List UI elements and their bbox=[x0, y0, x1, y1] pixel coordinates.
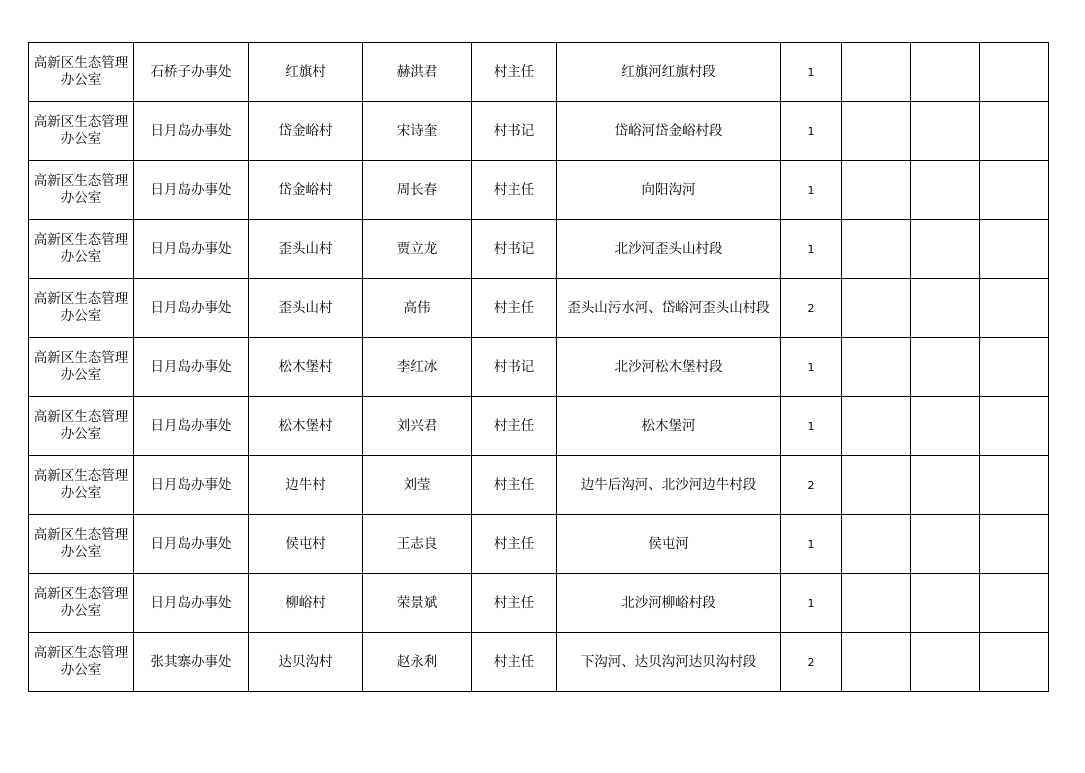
department-cell: 高新区生态管理办公室 bbox=[29, 515, 134, 574]
empty-cell bbox=[911, 161, 980, 220]
position-cell: 村主任 bbox=[472, 397, 557, 456]
office-cell: 日月岛办事处 bbox=[134, 279, 249, 338]
village-cell: 岱金峪村 bbox=[249, 102, 363, 161]
empty-cell bbox=[842, 102, 911, 161]
empty-cell bbox=[980, 43, 1049, 102]
river-section-cell: 歪头山污水河、岱峪河歪头山村段 bbox=[557, 279, 781, 338]
village-cell: 边牛村 bbox=[249, 456, 363, 515]
empty-cell bbox=[911, 456, 980, 515]
empty-cell bbox=[911, 338, 980, 397]
position-cell: 村主任 bbox=[472, 574, 557, 633]
table-row bbox=[29, 515, 1049, 574]
empty-cell bbox=[842, 574, 911, 633]
empty-cell bbox=[980, 102, 1049, 161]
river-section-cell: 侯屯河 bbox=[557, 515, 781, 574]
count-cell: 1 bbox=[781, 43, 842, 102]
table-row bbox=[29, 102, 1049, 161]
person-name-cell: 荣景斌 bbox=[363, 574, 472, 633]
empty-cell bbox=[911, 220, 980, 279]
table-row bbox=[29, 633, 1049, 692]
river-section-cell: 下沟河、达贝沟河达贝沟村段 bbox=[557, 633, 781, 692]
village-cell: 松木堡村 bbox=[249, 397, 363, 456]
empty-cell bbox=[911, 574, 980, 633]
department-cell: 高新区生态管理办公室 bbox=[29, 161, 134, 220]
table-row bbox=[29, 43, 1049, 102]
empty-cell bbox=[842, 43, 911, 102]
empty-cell bbox=[911, 397, 980, 456]
person-name-cell: 宋诗奎 bbox=[363, 102, 472, 161]
table-body bbox=[29, 43, 1049, 692]
person-name-cell: 赫洪君 bbox=[363, 43, 472, 102]
office-cell: 张其寨办事处 bbox=[134, 633, 249, 692]
department-cell: 高新区生态管理办公室 bbox=[29, 102, 134, 161]
office-cell: 日月岛办事处 bbox=[134, 102, 249, 161]
person-name-cell: 王志良 bbox=[363, 515, 472, 574]
department-cell: 高新区生态管理办公室 bbox=[29, 220, 134, 279]
person-name-cell: 周长春 bbox=[363, 161, 472, 220]
empty-cell bbox=[842, 456, 911, 515]
count-cell: 1 bbox=[781, 102, 842, 161]
river-section-cell: 松木堡河 bbox=[557, 397, 781, 456]
department-cell: 高新区生态管理办公室 bbox=[29, 633, 134, 692]
empty-cell bbox=[980, 220, 1049, 279]
person-name-cell: 赵永利 bbox=[363, 633, 472, 692]
river-section-cell: 北沙河松木堡村段 bbox=[557, 338, 781, 397]
department-cell: 高新区生态管理办公室 bbox=[29, 397, 134, 456]
empty-cell bbox=[842, 161, 911, 220]
empty-cell bbox=[980, 456, 1049, 515]
empty-cell bbox=[980, 161, 1049, 220]
count-cell: 1 bbox=[781, 338, 842, 397]
department-cell: 高新区生态管理办公室 bbox=[29, 43, 134, 102]
empty-cell bbox=[980, 574, 1049, 633]
department-cell: 高新区生态管理办公室 bbox=[29, 574, 134, 633]
village-cell: 红旗村 bbox=[249, 43, 363, 102]
table-row bbox=[29, 456, 1049, 515]
office-cell: 石桥子办事处 bbox=[134, 43, 249, 102]
river-chief-table bbox=[28, 42, 1049, 692]
empty-cell bbox=[842, 633, 911, 692]
position-cell: 村主任 bbox=[472, 279, 557, 338]
position-cell: 村书记 bbox=[472, 102, 557, 161]
person-name-cell: 李红冰 bbox=[363, 338, 472, 397]
village-cell: 歪头山村 bbox=[249, 279, 363, 338]
river-section-cell: 岱峪河岱金峪村段 bbox=[557, 102, 781, 161]
village-cell: 柳峪村 bbox=[249, 574, 363, 633]
count-cell: 2 bbox=[781, 456, 842, 515]
person-name-cell: 高伟 bbox=[363, 279, 472, 338]
empty-cell bbox=[842, 279, 911, 338]
office-cell: 日月岛办事处 bbox=[134, 220, 249, 279]
empty-cell bbox=[980, 338, 1049, 397]
table-row bbox=[29, 397, 1049, 456]
table-row bbox=[29, 338, 1049, 397]
empty-cell bbox=[842, 515, 911, 574]
count-cell: 1 bbox=[781, 515, 842, 574]
count-cell: 1 bbox=[781, 574, 842, 633]
table-row bbox=[29, 161, 1049, 220]
count-cell: 2 bbox=[781, 633, 842, 692]
empty-cell bbox=[842, 338, 911, 397]
department-cell: 高新区生态管理办公室 bbox=[29, 279, 134, 338]
office-cell: 日月岛办事处 bbox=[134, 574, 249, 633]
office-cell: 日月岛办事处 bbox=[134, 456, 249, 515]
empty-cell bbox=[911, 43, 980, 102]
count-cell: 1 bbox=[781, 397, 842, 456]
position-cell: 村主任 bbox=[472, 515, 557, 574]
department-cell: 高新区生态管理办公室 bbox=[29, 338, 134, 397]
office-cell: 日月岛办事处 bbox=[134, 515, 249, 574]
count-cell: 1 bbox=[781, 220, 842, 279]
river-section-cell: 北沙河歪头山村段 bbox=[557, 220, 781, 279]
village-cell: 达贝沟村 bbox=[249, 633, 363, 692]
empty-cell bbox=[980, 397, 1049, 456]
position-cell: 村主任 bbox=[472, 456, 557, 515]
empty-cell bbox=[911, 279, 980, 338]
empty-cell bbox=[911, 633, 980, 692]
office-cell: 日月岛办事处 bbox=[134, 338, 249, 397]
table-row bbox=[29, 220, 1049, 279]
table-row bbox=[29, 574, 1049, 633]
empty-cell bbox=[911, 102, 980, 161]
position-cell: 村书记 bbox=[472, 220, 557, 279]
empty-cell bbox=[842, 397, 911, 456]
position-cell: 村书记 bbox=[472, 338, 557, 397]
village-cell: 侯屯村 bbox=[249, 515, 363, 574]
office-cell: 日月岛办事处 bbox=[134, 161, 249, 220]
empty-cell bbox=[842, 220, 911, 279]
table-row bbox=[29, 279, 1049, 338]
river-section-cell: 红旗河红旗村段 bbox=[557, 43, 781, 102]
count-cell: 1 bbox=[781, 161, 842, 220]
department-cell: 高新区生态管理办公室 bbox=[29, 456, 134, 515]
empty-cell bbox=[911, 515, 980, 574]
person-name-cell: 刘莹 bbox=[363, 456, 472, 515]
person-name-cell: 贾立龙 bbox=[363, 220, 472, 279]
position-cell: 村主任 bbox=[472, 633, 557, 692]
empty-cell bbox=[980, 279, 1049, 338]
empty-cell bbox=[980, 633, 1049, 692]
village-cell: 岱金峪村 bbox=[249, 161, 363, 220]
river-section-cell: 边牛后沟河、北沙河边牛村段 bbox=[557, 456, 781, 515]
river-section-cell: 向阳沟河 bbox=[557, 161, 781, 220]
office-cell: 日月岛办事处 bbox=[134, 397, 249, 456]
village-cell: 松木堡村 bbox=[249, 338, 363, 397]
count-cell: 2 bbox=[781, 279, 842, 338]
position-cell: 村主任 bbox=[472, 43, 557, 102]
empty-cell bbox=[980, 515, 1049, 574]
village-cell: 歪头山村 bbox=[249, 220, 363, 279]
person-name-cell: 刘兴君 bbox=[363, 397, 472, 456]
river-section-cell: 北沙河柳峪村段 bbox=[557, 574, 781, 633]
position-cell: 村主任 bbox=[472, 161, 557, 220]
